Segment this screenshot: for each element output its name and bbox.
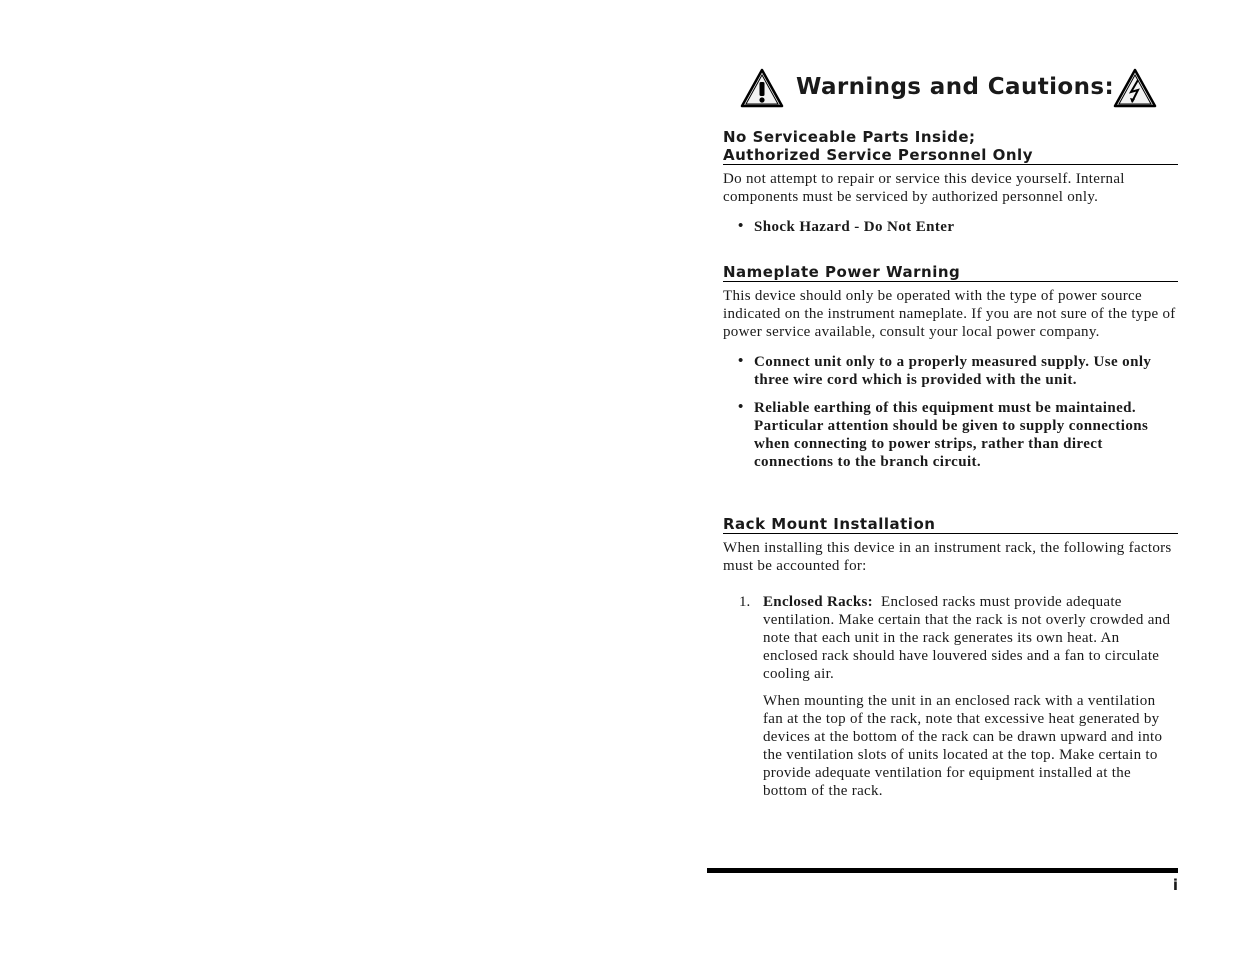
bullet-item	[723, 218, 1178, 236]
bullet-item	[723, 353, 1178, 389]
section-rack	[723, 515, 1178, 809]
section-nameplate	[723, 263, 1178, 481]
bullet-list	[723, 218, 1178, 236]
section-heading: Nameplate Power Warning	[723, 263, 1178, 282]
item-text: Enclosed racks must provide adequate ventilation. Make certain that the rack is not overly crowded and note that each unit in the rack generates its own heat. An enclosed rack should have louvered sides and a fan to circulate cooling air.	[763, 594, 1171, 682]
title-row	[740, 68, 1160, 110]
bullet-icon: •	[738, 353, 744, 369]
warning-exclamation-icon	[740, 68, 784, 108]
bullet-list	[723, 353, 1178, 471]
section-heading	[723, 128, 1178, 165]
section-body: When installing this device in an instrument rack, the following factors must be accounted for:	[723, 540, 1172, 574]
section-heading: Rack Mount Installation	[723, 515, 1178, 534]
footer-rule	[707, 868, 1178, 873]
electrical-shock-icon	[1113, 68, 1157, 108]
item-lead: Enclosed Racks:	[763, 594, 873, 610]
bullet-icon: •	[738, 218, 744, 234]
bullet-icon: •	[738, 399, 744, 415]
numbered-item	[723, 593, 1178, 800]
bullet-text: Reliable earthing of this equipment must be maintained. Particular attention should be given to supply connections when connecting to power strips, rather than direct connections to the branch circuit.	[754, 400, 1149, 470]
section-body: This device should only be operated with the type of power source indicated on the instrument nameplate. If you are not sure of the type of power service available, consult your local power company.	[723, 288, 1176, 340]
section-body: Do not attempt to repair or service this device yourself. Internal components must be serviced by authorized personnel only.	[723, 171, 1125, 205]
page-title: Warnings and Cautions:	[796, 74, 1115, 100]
heading-line: Authorized Service Personnel Only	[723, 146, 1033, 164]
heading-line: No Serviceable Parts Inside;	[723, 128, 976, 146]
section-service	[723, 128, 1178, 246]
item-text-continued: When mounting the unit in an enclosed rack with a ventilation fan at the top of the rack, note that excessive heat generated by devices at the bottom of the rack can be drawn upward and into the ventilation slots of units located at the top. Make certain to provide adequate ventilation for equipment installed at the bottom of the rack.	[763, 693, 1163, 799]
bullet-text: Connect unit only to a properly measured supply. Use only three wire cord which is provided with the unit.	[754, 354, 1152, 388]
item-body	[763, 593, 1178, 800]
page-number: i	[1172, 876, 1178, 894]
bullet-text: Shock Hazard - Do Not Enter	[754, 219, 955, 235]
item-number: 1.	[739, 594, 751, 610]
bullet-item	[723, 399, 1178, 471]
